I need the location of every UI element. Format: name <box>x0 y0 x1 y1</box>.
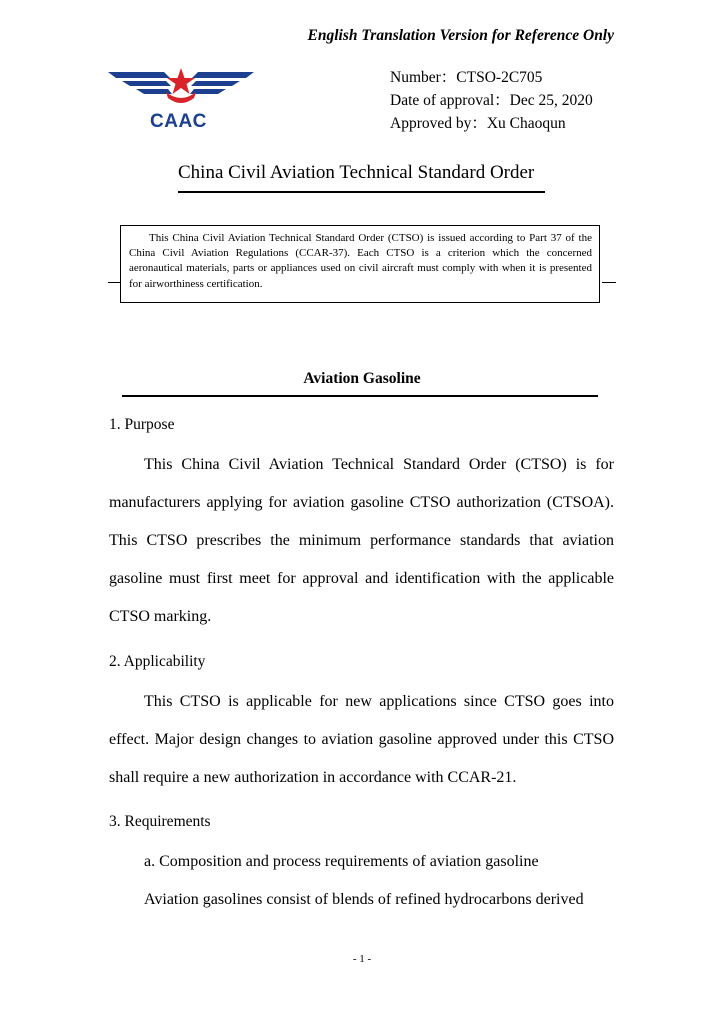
purpose-paragraph: This China Civil Aviation Technical Standard Order (CTSO) is for manufacturers applying for aviation gasoline CTSO authorization (CTSOA). This CTSO prescribes the minimum performance standards that aviation gasoline must first meet for approval and identification with the applicable CTSO marking. <box>109 456 614 625</box>
notice-box-rule-left <box>108 282 120 283</box>
caac-logo-text: CAAC <box>150 111 207 132</box>
title-divider <box>178 191 545 193</box>
section-heading-requirements: 3. Requirements <box>109 813 211 830</box>
section-heading-purpose: 1. Purpose <box>109 416 175 433</box>
document-title: China Civil Aviation Technical Standard Order <box>178 162 535 183</box>
section-heading-applicability: 2. Applicability <box>109 653 206 670</box>
document-meta <box>390 66 593 135</box>
requirements-subsection-a: a. Composition and process requirements of aviation gasoline <box>144 853 539 870</box>
notice-text: This China Civil Aviation Technical Standard Order (CTSO) is issued according to Part 37 of the China Civil Aviation Regulations (CCAR-37). Each CTSO is a criterion which the concerned aeronautical materials, parts or appliances used on civil aircraft must comply with when it is presented for airworthiness certification. <box>129 232 592 290</box>
notice-box <box>120 225 600 303</box>
subject-title: Aviation Gasoline <box>303 370 421 387</box>
subject-divider <box>122 395 598 397</box>
document-number: Number：CTSO-2C705 <box>390 69 543 86</box>
approved-by: Approved by：Xu Chaoqun <box>390 115 566 132</box>
requirements-subsection-a-text: Aviation gasolines consist of blends of refined hydrocarbons derived <box>144 891 584 908</box>
page-number: - 1 - <box>352 953 372 965</box>
section-text-applicability <box>109 683 614 797</box>
translation-note: English Translation Version for Reference Only <box>307 27 614 44</box>
notice-box-rule-right <box>602 282 616 283</box>
approval-date: Date of approval：Dec 25, 2020 <box>390 92 593 109</box>
applicability-paragraph: This CTSO is applicable for new applications since CTSO goes into effect. Major design changes to aviation gasoline approved under this CTSO shall require a new authorization in accordance with CCAR-21. <box>109 693 614 786</box>
section-text-purpose <box>109 446 614 636</box>
